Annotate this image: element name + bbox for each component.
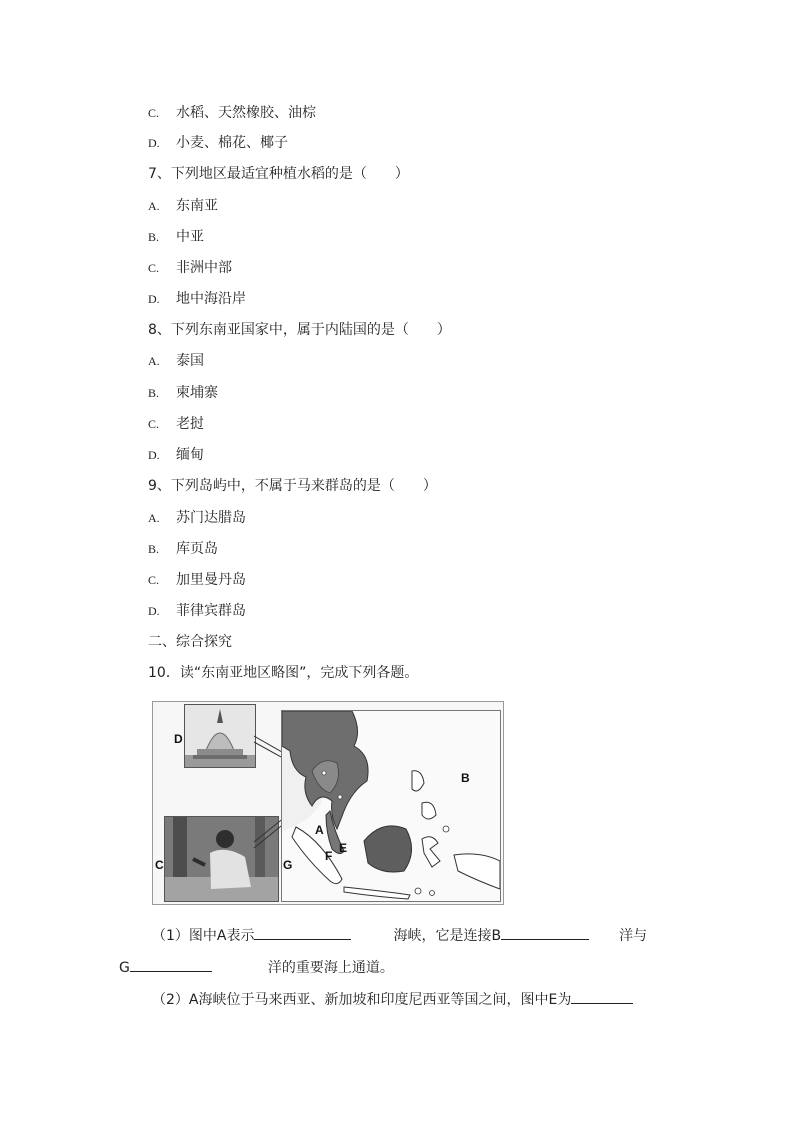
sub1-line2-prefix: G	[119, 960, 130, 976]
label-f: F	[325, 849, 333, 863]
q8-option-b	[148, 384, 218, 402]
q8-option-d	[148, 446, 204, 464]
option-text: 苏门达腊岛	[176, 510, 246, 526]
q10-sub1-line1	[152, 925, 647, 945]
q7-option-c	[148, 259, 232, 277]
option-text: 非洲中部	[176, 260, 232, 276]
q6-option-d	[148, 134, 288, 152]
q9-option-d	[148, 602, 246, 620]
option-text: 库页岛	[176, 541, 218, 557]
option-letter: C.	[148, 417, 160, 431]
option-text: 老挝	[176, 416, 204, 432]
q7-option-b	[148, 228, 204, 246]
q9-option-c	[148, 571, 246, 589]
option-letter: D.	[148, 448, 160, 462]
answer-blank-g[interactable]	[130, 957, 212, 972]
q9-option-a	[148, 509, 246, 527]
option-text: 柬埔寨	[176, 385, 218, 401]
section-title: 二、综合探究	[148, 634, 232, 650]
option-letter: D.	[148, 292, 160, 306]
option-text: 缅甸	[176, 447, 204, 463]
sub1-mid1: 海峡，它是连接B	[393, 928, 502, 944]
q7-option-a	[148, 197, 218, 215]
q10-sub2	[152, 989, 633, 1009]
option-text: 东南亚	[176, 198, 218, 214]
sub2-text: （2）A海峡位于马来西亚、新加坡和印度尼西亚等国之间，图中E为	[152, 992, 572, 1008]
answer-blank-a[interactable]	[254, 925, 351, 940]
answer-blank-e[interactable]	[571, 989, 633, 1004]
option-text: 加里曼丹岛	[176, 572, 246, 588]
option-letter: A.	[148, 354, 160, 368]
option-text: 水稻、天然橡胶、油棕	[176, 105, 316, 121]
option-letter: B.	[148, 542, 160, 556]
q6-option-c	[148, 104, 316, 122]
option-text: 中亚	[176, 229, 204, 245]
southeast-asia-figure	[152, 701, 504, 905]
label-b: B	[461, 771, 470, 785]
sketch-map	[281, 710, 501, 902]
q10-stem: 10．读“东南亚地区略图”，完成下列各题。	[148, 665, 419, 681]
label-c: C	[155, 858, 164, 872]
label-d: D	[174, 732, 183, 746]
option-letter: C.	[148, 106, 160, 120]
q7-option-d	[148, 290, 246, 308]
q8-option-a	[148, 352, 204, 370]
q9-stem: 9、下列岛屿中，不属于马来群岛的是（ ）	[148, 478, 437, 494]
option-letter: D.	[148, 136, 160, 150]
option-letter: A.	[148, 511, 160, 525]
option-letter: C.	[148, 261, 160, 275]
q9-option-b	[148, 540, 218, 558]
label-e: E	[339, 841, 348, 855]
option-text: 小麦、棉花、椰子	[176, 135, 288, 151]
label-g: G	[283, 858, 293, 872]
answer-blank-b[interactable]	[501, 925, 589, 940]
sub1-prefix: （1）图中A表示	[152, 928, 255, 944]
sub1-line2-suffix: 洋的重要海上通道。	[267, 960, 394, 976]
option-text: 菲律宾群岛	[176, 603, 246, 619]
q8-option-c	[148, 415, 204, 433]
q10-sub1-line2	[119, 957, 394, 977]
option-letter: B.	[148, 386, 160, 400]
label-a: A	[315, 823, 324, 837]
sub1-mid2: 洋与	[619, 928, 648, 944]
option-letter: C.	[148, 573, 160, 587]
option-text: 泰国	[176, 353, 204, 369]
option-letter: A.	[148, 199, 160, 213]
q7-stem: 7、下列地区最适宜种植水稻的是（ ）	[148, 166, 409, 182]
option-text: 地中海沿岸	[176, 291, 246, 307]
option-letter: B.	[148, 230, 160, 244]
q8-stem: 8、下列东南亚国家中，属于内陆国的是（ ）	[148, 322, 451, 338]
option-letter: D.	[148, 604, 160, 618]
